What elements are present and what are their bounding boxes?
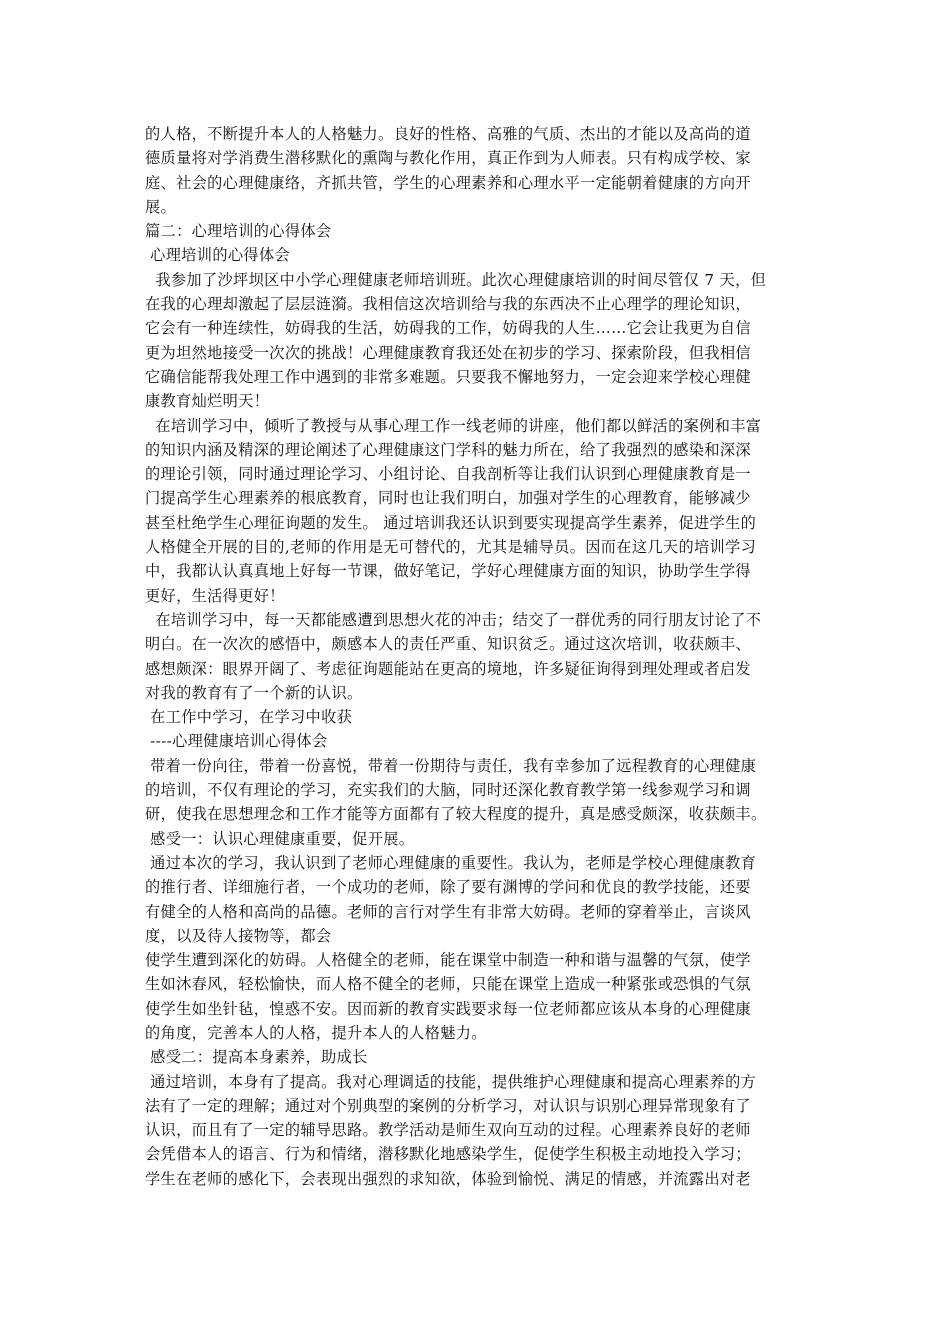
- text-line: 通过本次的学习，我认识到了老师心理健康的重要性。我认为，老师是学校心理健康教育: [145, 853, 757, 872]
- text-line: 感受二：提高本身素养，助成长: [145, 1048, 368, 1067]
- document-body: [145, 122, 813, 1191]
- text-line: 人格健全开展的目的,老师的作用是无可替代的，尤其是辅导员。因而在这几天的培训学习: [145, 538, 757, 557]
- text-line: 的角度，完善本人的人格，提升本人的人格魅力。: [145, 1023, 487, 1042]
- text-line: 门提高学生心理素养的根底教育，同时也让我们明白，加强对学生的心理教育，能够减少: [145, 489, 751, 508]
- text-line: 有健全的人格和高尚的品德。老师的言行对学生有非常大妨碍。老师的穿着举止，言谈风: [145, 902, 751, 921]
- text-line: 篇二：心理培训的心得体会: [145, 222, 332, 241]
- text-line: 通过培训，本身有了提高。我对心理调适的技能，提供维护心理健康和提高心理素养的方: [145, 1072, 757, 1091]
- text-line: 度，以及待人接物等，都会: [145, 926, 332, 945]
- text-line: 使学生如坐针毡，惶惑不安。因而新的教育实践要求每一位老师都应该从本身的心理健康: [145, 999, 751, 1018]
- text-line: 的知识内涵及精深的理论阐述了心理健康这门学科的魅力所在，给了我强烈的感染和深深: [145, 440, 751, 459]
- text-line: 明白。在一次次的感悟中，颇感本人的责任严重、知识贫乏。通过这次培训，收获颇丰、: [145, 635, 751, 654]
- text-line: 甚至杜绝学生心理征询题的发生。 通过培训我还认识到要实现提高学生素养，促进学生的: [145, 513, 757, 532]
- text-line: 在我的心理却激起了层层涟漪。我相信这次培训给与我的东西决不止心理学的理论知识，: [145, 295, 751, 314]
- text-line: 它确信能帮我处理工作中遇到的非常多难题。只要我不懈地努力，一定会迎来学校心理健: [145, 367, 751, 386]
- text-line: 更为坦然地接受一次次的挑战！心理健康教育我还处在初步的学习、探索阶段，但我相信: [145, 343, 751, 362]
- text-line: 研，使我在思想理念和工作才能等方面都有了较大程度的提升，真是感受颇深，收获颇丰。: [145, 805, 767, 824]
- text-line: 带着一份向往，带着一份喜悦，带着一份期待与责任，我有幸参加了远程教育的心理健康: [145, 756, 757, 775]
- text-line: 生如沐春风，轻松愉快，而人格不健全的老师，只能在课堂上造成一种紧张或恐惧的气氛: [145, 975, 751, 994]
- text-line: 在培训学习中，每一天都能感遭到思想火花的冲击；结交了一群优秀的同行朋友讨论了不: [145, 610, 762, 629]
- text-line: 在工作中学习，在学习中收获: [145, 708, 353, 727]
- text-line: 的培训，不仅有理论的学习，充实我们的大脑，同时还深化教育教学第一线参观学习和调: [145, 781, 751, 800]
- text-line: 德质量将对学消费生潜移默化的熏陶与教化作用，真正作到为人师表。只有构成学校、家: [145, 149, 751, 168]
- text-line: 展。: [145, 197, 177, 216]
- text-line: ----心理健康培训心得体会: [145, 732, 328, 751]
- text-line: 中，我都认认真真地上好每一节课，做好笔记，学好心理健康方面的知识，协助学生学得: [145, 562, 751, 581]
- text-line: 感想颇深：眼界开阔了、考虑征询题能站在更高的境地，许多疑征询得到理处理或者启发: [145, 659, 751, 678]
- text-line: 的人格，不断提升本人的人格魅力。良好的性格、高雅的气质、杰出的才能以及高尚的道: [145, 125, 751, 143]
- text-line: 庭、社会的心理健康络，齐抓共管，学生的心理素养和心理水平一定能朝着健康的方向开: [145, 173, 751, 192]
- text-line: 会凭借本人的语言、行为和情绪，潜移默化地感染学生，促使学生积极主动地投入学习；: [145, 1145, 751, 1164]
- text-line: 认识，而且有了一定的辅导思路。教学活动是师生双向互动的过程。心理素养良好的老师: [145, 1121, 751, 1140]
- text-line: 感受一：认识心理健康重要，促开展。: [145, 829, 415, 848]
- text-line: 康教育灿烂明天！: [145, 392, 270, 411]
- text-line: 对我的教育有了一个新的认识。: [145, 683, 363, 702]
- text-line: 它会有一种连续性，妨碍我的生活，妨碍我的工作，妨碍我的人生……它会让我更为自信: [145, 319, 751, 338]
- text-line: 我参加了沙坪坝区中小学心理健康老师培训班。此次心理健康培训的时间尽管仅 7 天，但: [145, 270, 767, 289]
- text-line: 的推行者、详细施行者，一个成功的老师，除了要有渊博的学问和优良的教学技能，还要: [145, 878, 751, 897]
- text-line: 学生在老师的感化下，会表现出强烈的求知欲，体验到愉悦、满足的情感，并流露出对老: [145, 1169, 751, 1188]
- text-line: 使学生遭到深化的妨碍。人格健全的老师，能在课堂中制造一种和谐与温馨的气氛，使学: [145, 951, 751, 970]
- text-line: 的理论引领，同时通过理论学习、小组讨论、自我剖析等让我们认识到心理健康教育是一: [145, 465, 751, 484]
- text-line: 在培训学习中，倾听了教授与从事心理工作一线老师的讲座，他们都以鲜活的案例和丰富: [145, 416, 762, 435]
- text-line: 法有了一定的理解；通过对个别典型的案例的分析学习，对认识与识别心理异常现象有了: [145, 1096, 751, 1115]
- text-line: 更好，生活得更好！: [145, 586, 285, 605]
- text-line: 心理培训的心得体会: [145, 246, 291, 265]
